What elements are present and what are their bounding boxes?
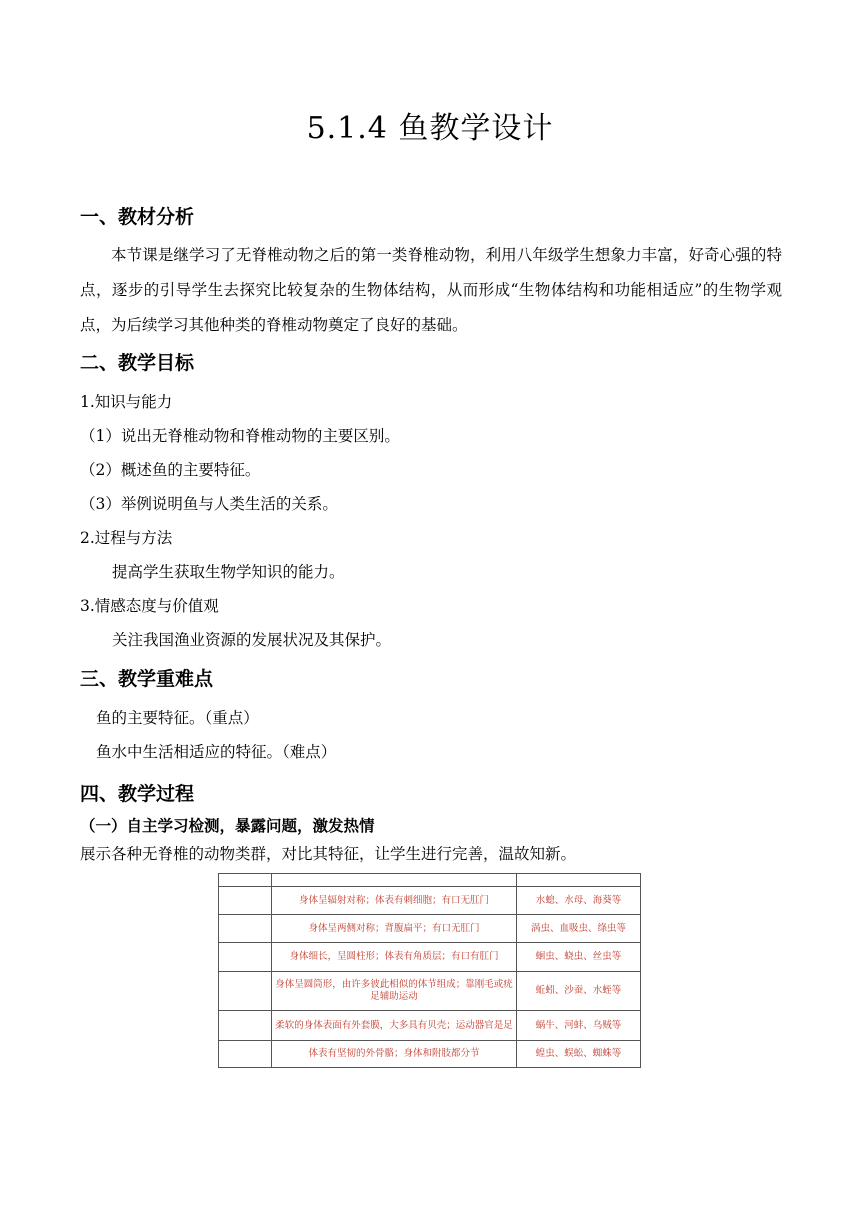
objective-process-text: 提高学生获取生物学知识的能力。 (112, 563, 345, 581)
objective-item-2: （2）概述鱼的主要特征。 (80, 461, 261, 479)
table-cell-feature (272, 874, 517, 887)
objective-item-3: （3）举例说明鱼与人类生活的关系。 (80, 495, 338, 513)
document-title: 5.1.4 鱼教学设计 (306, 111, 554, 146)
table-row (219, 874, 641, 887)
table-row (219, 943, 641, 972)
objective-knowledge-heading: 1.知识与能力 (80, 393, 173, 411)
section-heading-key-points: 三、教学重难点 (80, 668, 214, 690)
table-cell-feature: 身体呈圆筒形，由许多彼此相似的体节组成；靠刚毛或疣足辅助运动 (272, 972, 517, 1011)
table-cell-examples: 水螅、水母、海葵等 (517, 887, 641, 915)
section-heading-process: 四、教学过程 (80, 783, 195, 805)
table-cell-feature: 身体呈辐射对称；体表有刺细胞；有口无肛门 (272, 887, 517, 915)
key-point-text: 鱼的主要特征。（重点） (96, 709, 259, 727)
table-row (219, 887, 641, 915)
objective-attitude-text: 关注我国渔业资源的发展状况及其保护。 (112, 631, 392, 649)
table-row (219, 915, 641, 943)
table-cell-group (219, 972, 272, 1011)
section-heading-objectives: 二、教学目标 (80, 352, 195, 374)
table-cell-feature: 体表有坚韧的外骨骼；身体和附肢都分节 (272, 1041, 517, 1068)
objective-process-heading: 2.过程与方法 (80, 529, 173, 547)
invertebrate-table (218, 873, 641, 1068)
objective-item-1: （1）说出无脊椎动物和脊椎动物的主要区别。 (80, 427, 400, 445)
difficult-point-text: 鱼水中生活相适应的特征。（难点） (96, 743, 337, 761)
objective-attitude-heading: 3.情感态度与价值观 (80, 597, 219, 615)
table-cell-group (219, 874, 272, 887)
table-row (219, 1011, 641, 1041)
table-cell-examples: 蚯蚓、沙蚕、水蛭等 (517, 972, 641, 1011)
process-intro-text: 展示各种无脊椎的动物类群，对比其特征，让学生进行完善，温故知新。 (80, 845, 577, 863)
process-subheading-1: （一）自主学习检测，暴露问题，激发热情 (80, 817, 375, 835)
table-cell-group (219, 1041, 272, 1068)
table-row (219, 972, 641, 1011)
table-cell-examples: 蛔虫、蛲虫、丝虫等 (517, 943, 641, 972)
table-cell-examples: 蜗牛、河蚌、乌贼等 (517, 1011, 641, 1041)
table-cell-feature: 身体呈两侧对称；背腹扁平；有口无肛门 (272, 915, 517, 943)
table-cell-group (219, 887, 272, 915)
table-cell-group (219, 915, 272, 943)
table-cell-examples: 涡虫、血吸虫、绦虫等 (517, 915, 641, 943)
table-cell-group (219, 943, 272, 972)
table-cell-examples (517, 874, 641, 887)
table-cell-feature: 柔软的身体表面有外套膜，大多具有贝壳；运动器官是足 (272, 1011, 517, 1041)
table-cell-group (219, 1011, 272, 1041)
analysis-paragraph: 本节课是继学习了无脊椎动物之后的第一类脊椎动物，利用八年级学生想象力丰富，好奇心强的特点，逐步的引导学生去探究比较复杂的生物体结构，从而形成“生物体结构和功能相适应”的生物学观点，为后续学习其他种类的脊椎动物奠定了良好的基础。 (80, 246, 782, 334)
table-cell-examples: 蝗虫、蜈蚣、蜘蛛等 (517, 1041, 641, 1068)
section-heading-analysis: 一、教材分析 (80, 206, 195, 228)
table-row (219, 1041, 641, 1068)
table-cell-feature: 身体细长，呈圆柱形；体表有角质层；有口有肛门 (272, 943, 517, 972)
